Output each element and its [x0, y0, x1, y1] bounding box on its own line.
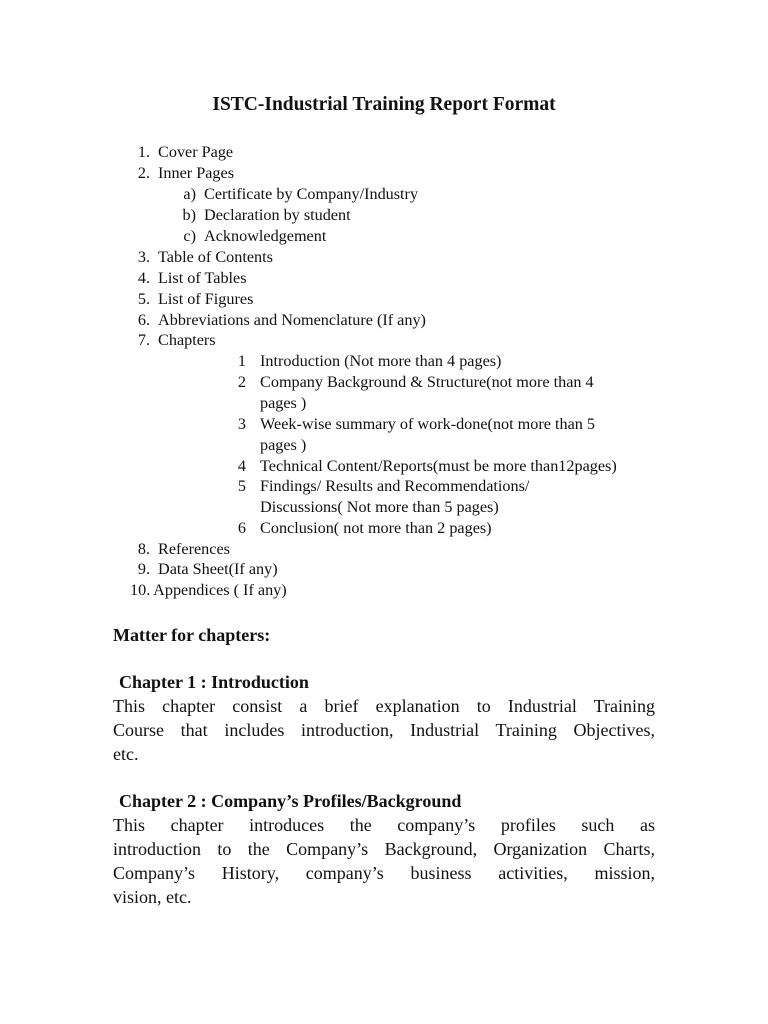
outline-item: 2. Inner Pages — [137, 164, 235, 182]
chapter-item: 1 Introduction (Not more than 4 pages) — [237, 352, 502, 370]
chapter-item-continued: pages ) — [260, 394, 307, 412]
sub-item: b) Declaration by student — [182, 206, 351, 224]
outline-item: 1. Cover Page — [137, 143, 234, 161]
chapter-item: 3 Week-wise summary of work-done(not more than 5 — [237, 415, 595, 433]
chapter-item: 6 Conclusion( not more than 2 pages) — [237, 519, 492, 537]
page-title: ISTC-Industrial Training Report Format — [212, 94, 556, 115]
chapter-item: 5 Findings/ Results and Recommendations/ — [237, 477, 530, 495]
outline-item: 5. List of Figures — [137, 290, 254, 308]
sub-item: c) Acknowledgement — [183, 227, 327, 245]
chapter-heading: Chapter 1 : Introduction — [119, 672, 309, 692]
chapter-item-continued: pages ) — [260, 436, 307, 454]
outline-item: 9. Data Sheet(If any) — [137, 560, 278, 578]
chapter-paragraph: This chapter introduces the company’s profiles such as introduction to the Company’s Background, Organization Charts, Company’s History, company’s business activities, mission, vision, etc. — [113, 815, 655, 907]
chapter-heading: Chapter 2 : Company’s Profiles/Background — [119, 791, 462, 811]
chapter-item-continued: Discussions( Not more than 5 pages) — [260, 498, 499, 516]
matter-heading: Matter for chapters: — [113, 625, 271, 645]
outline-item: 3. Table of Contents — [137, 248, 273, 266]
chapter-paragraph: This chapter consist a brief explanation to Industrial Training Course that includes introduction, Industrial Training Objectives, etc. — [113, 696, 655, 764]
outline-item: 4. List of Tables — [137, 269, 247, 287]
chapter-item: 4 Technical Content/Reports(must be more than12pages) — [237, 457, 617, 475]
chapter-item: 2 Company Background & Structure(not more than 4 — [237, 373, 594, 391]
outline-item: 8. References — [137, 540, 230, 558]
sub-item: a) Certificate by Company/Industry — [183, 185, 419, 203]
outline-item: 10. Appendices ( If any) — [130, 581, 287, 599]
outline-item: 7. Chapters — [137, 331, 216, 349]
outline-item: 6. Abbreviations and Nomenclature (If any) — [137, 311, 426, 329]
